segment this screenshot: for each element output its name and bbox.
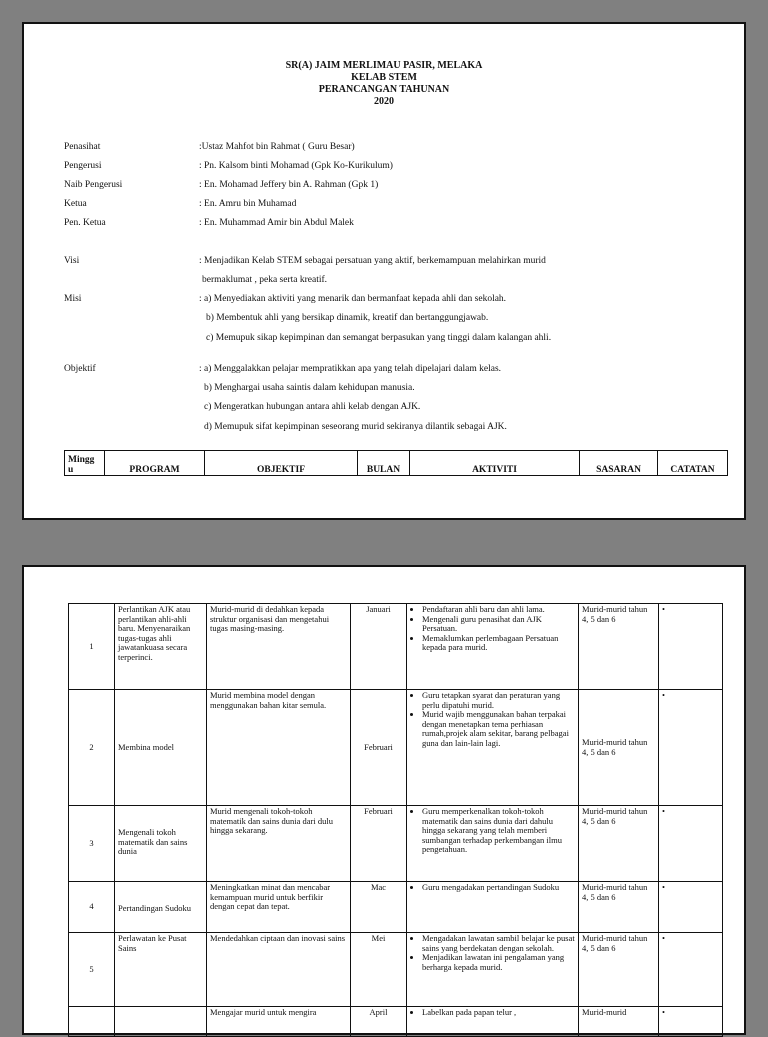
- cell-objektif: Mengajar murid untuk mengira: [207, 1007, 351, 1037]
- header-sasaran: SASARAN: [580, 451, 658, 476]
- cell-minggu: 4: [69, 882, 115, 933]
- cell-minggu: 1: [69, 604, 115, 690]
- school-name: SR(A) JAIM MERLIMAU PASIR, MELAKA: [285, 60, 483, 71]
- objektif-label: Objektif: [64, 364, 96, 374]
- committee-role: Penasihat: [64, 142, 101, 152]
- aktiviti-item: • Guru tetapkan syarat dan peraturan yang perlu dipatuhi murid.: [422, 691, 575, 710]
- table-row: [69, 604, 723, 690]
- cell-sasaran: Murid-murid tahun 4, 5 dan 6: [579, 604, 659, 690]
- cell-catatan: •: [659, 1007, 723, 1037]
- cell-sasaran: Murid-murid tahun 4, 5 dan 6: [579, 690, 659, 806]
- misi-item: : a) Menyediakan aktiviti yang menarik dan bermanfaat kepada ahli dan sekolah.: [199, 294, 507, 304]
- cell-program: Pertandingan Sudoku: [115, 882, 207, 933]
- cell-catatan: •: [659, 806, 723, 882]
- committee-role: Naib Pengerusi: [64, 180, 123, 190]
- cell-sasaran: Murid-murid tahun 4, 5 dan 6: [579, 882, 659, 933]
- cell-catatan: •: [659, 604, 723, 690]
- cell-bulan: April: [351, 1007, 407, 1037]
- committee-role: Pengerusi: [64, 161, 102, 171]
- aktiviti-item: • Labelkan pada papan telur ,: [422, 1008, 575, 1018]
- cell-program: Membina model: [115, 690, 207, 806]
- committee-name: : En. Mohamad Jeffery bin A. Rahman (Gpk 1): [199, 180, 379, 190]
- cell-minggu: [69, 1007, 115, 1037]
- document-header: [24, 60, 744, 108]
- plan-title: PERANCANGAN TAHUNAN: [318, 84, 450, 95]
- header-objektif: OBJEKTIF: [205, 451, 358, 476]
- table-row: [69, 1007, 723, 1037]
- cell-bulan: Mac: [351, 882, 407, 933]
- cell-objektif: Meningkatkan minat dan mencabar kemampuan murid untuk berfikir dengan cepat dan tepat.: [207, 882, 351, 933]
- cell-minggu: 5: [69, 933, 115, 1007]
- table-row: [69, 806, 723, 882]
- cell-sasaran: Murid-murid tahun 4, 5 dan 6: [579, 933, 659, 1007]
- cell-bulan: Januari: [351, 604, 407, 690]
- cell-aktiviti: [407, 882, 579, 933]
- committee-role: Ketua: [64, 199, 87, 209]
- table-row: [69, 882, 723, 933]
- committee-name: : Pn. Kalsom binti Mohamad (Gpk Ko-Kurikulum): [199, 161, 393, 171]
- cell-aktiviti: [407, 1007, 579, 1037]
- cell-aktiviti: [407, 806, 579, 882]
- aktiviti-item: • Guru memperkenalkan tokoh-tokoh matematik dan sains dunia dari dahulu hingga sekarang yang telah memberi sumbangan terhadap perkembangan ilmu pengetahuan.: [422, 807, 575, 855]
- cell-sasaran: Murid-murid: [579, 1007, 659, 1037]
- cell-minggu: 2: [69, 690, 115, 806]
- committee-role: Pen. Ketua: [64, 218, 106, 228]
- cell-bulan: Februari: [351, 806, 407, 882]
- cell-catatan: •: [659, 690, 723, 806]
- plan-year: 2020: [374, 96, 394, 107]
- cell-aktiviti: [407, 690, 579, 806]
- plan-table: [68, 603, 723, 1037]
- aktiviti-item: • Murid wajib menggunakan bahan terpakai dengan menetapkan tema perhiasan rumah,projek alam sekitar, barang pelbagai guna dan lain-lain lagi.: [422, 710, 575, 748]
- aktiviti-item: • Menjadikan lawatan ini pengalaman yang berharga kepada murid.: [422, 953, 575, 972]
- cell-program: Perlawatan ke Pusat Sains: [115, 933, 207, 1007]
- header-minggu: [65, 451, 105, 476]
- cell-program: Mengenali tokoh matematik dan sains dunia: [115, 806, 207, 882]
- header-catatan: CATATAN: [658, 451, 728, 476]
- club-name: KELAB STEM: [351, 72, 417, 83]
- cell-program: [115, 1007, 207, 1037]
- aktiviti-item: • Mengenali guru penasihat dan AJK Persatuan.: [422, 615, 575, 634]
- aktiviti-item: • Pendaftaran ahli baru dan ahli lama.: [422, 605, 575, 615]
- header-bulan: BULAN: [358, 451, 410, 476]
- table-row: [69, 690, 723, 806]
- plan-table-header: [64, 450, 728, 476]
- cell-sasaran: Murid-murid tahun 4, 5 dan 6: [579, 806, 659, 882]
- committee-name: :Ustaz Mahfot bin Rahmat ( Guru Besar): [199, 142, 355, 152]
- aktiviti-item: • Guru mengadakan pertandingan Sudoku: [422, 883, 575, 893]
- header-minggu-line2: u: [68, 465, 74, 475]
- committee-name: : En. Amru bin Muhamad: [199, 199, 297, 209]
- cell-minggu: 3: [69, 806, 115, 882]
- cell-objektif: Murid mengenali tokoh-tokoh matematik dan sains dunia dari dulu hingga sekarang.: [207, 806, 351, 882]
- cell-bulan: Februari: [351, 690, 407, 806]
- objektif-item: b) Menghargai usaha saintis dalam kehidupan manusia.: [204, 383, 415, 393]
- cell-aktiviti: [407, 604, 579, 690]
- cell-aktiviti: [407, 933, 579, 1007]
- header-program: PROGRAM: [105, 451, 205, 476]
- header-minggu-line1: Mingg: [68, 455, 95, 465]
- misi-item: b) Membentuk ahli yang bersikap dinamik, kreatif dan bertanggungjawab.: [206, 313, 489, 323]
- objektif-item: : a) Menggalakkan pelajar mempratikkan apa yang telah dipelajari dalam kelas.: [199, 364, 502, 374]
- document-page-1: [22, 22, 746, 520]
- cell-bulan: Mei: [351, 933, 407, 1007]
- visi-text-cont: bermaklumat , peka serta kreatif.: [202, 275, 328, 285]
- visi-label: Visi: [64, 256, 80, 266]
- cell-catatan: •: [659, 882, 723, 933]
- cell-objektif: Murid-murid di dedahkan kepada struktur organisasi dan mengetahui tugas masing-masing.: [207, 604, 351, 690]
- table-row: [69, 933, 723, 1007]
- cell-objektif: Murid membina model dengan menggunakan bahan kitar semula.: [207, 690, 351, 806]
- header-aktiviti: AKTIVITI: [410, 451, 580, 476]
- misi-item: c) Memupuk sikap kepimpinan dan semangat berpasukan yang tinggi dalam kalangan ahli.: [206, 333, 552, 343]
- aktiviti-item: • Memaklumkan perlembagaan Persatuan kepada para murid.: [422, 634, 575, 653]
- cell-program: Perlantikan AJK atau perlantikan ahli-ahli baru. Menyenaraikan tugas-tugas ahli jawatankuasa secara terperinci.: [115, 604, 207, 690]
- objektif-item: c) Mengeratkan hubungan antara ahli kelab dengan AJK.: [204, 402, 421, 412]
- visi-text: : Menjadikan Kelab STEM sebagai persatuan yang aktif, berkemampuan melahirkan murid: [199, 256, 546, 266]
- aktiviti-item: • Mengadakan lawatan sambil belajar ke pusat sains yang berdekatan dengan sekolah.: [422, 934, 575, 953]
- cell-catatan: •: [659, 933, 723, 1007]
- committee-name: : En. Muhammad Amir bin Abdul Malek: [199, 218, 354, 228]
- objektif-item: d) Memupuk sifat kepimpinan seseorang murid sekiranya dilantik sebagai AJK.: [204, 422, 507, 432]
- cell-objektif: Mendedahkan ciptaan dan inovasi sains: [207, 933, 351, 1007]
- misi-label: Misi: [64, 294, 82, 304]
- document-page-2: [22, 565, 746, 1035]
